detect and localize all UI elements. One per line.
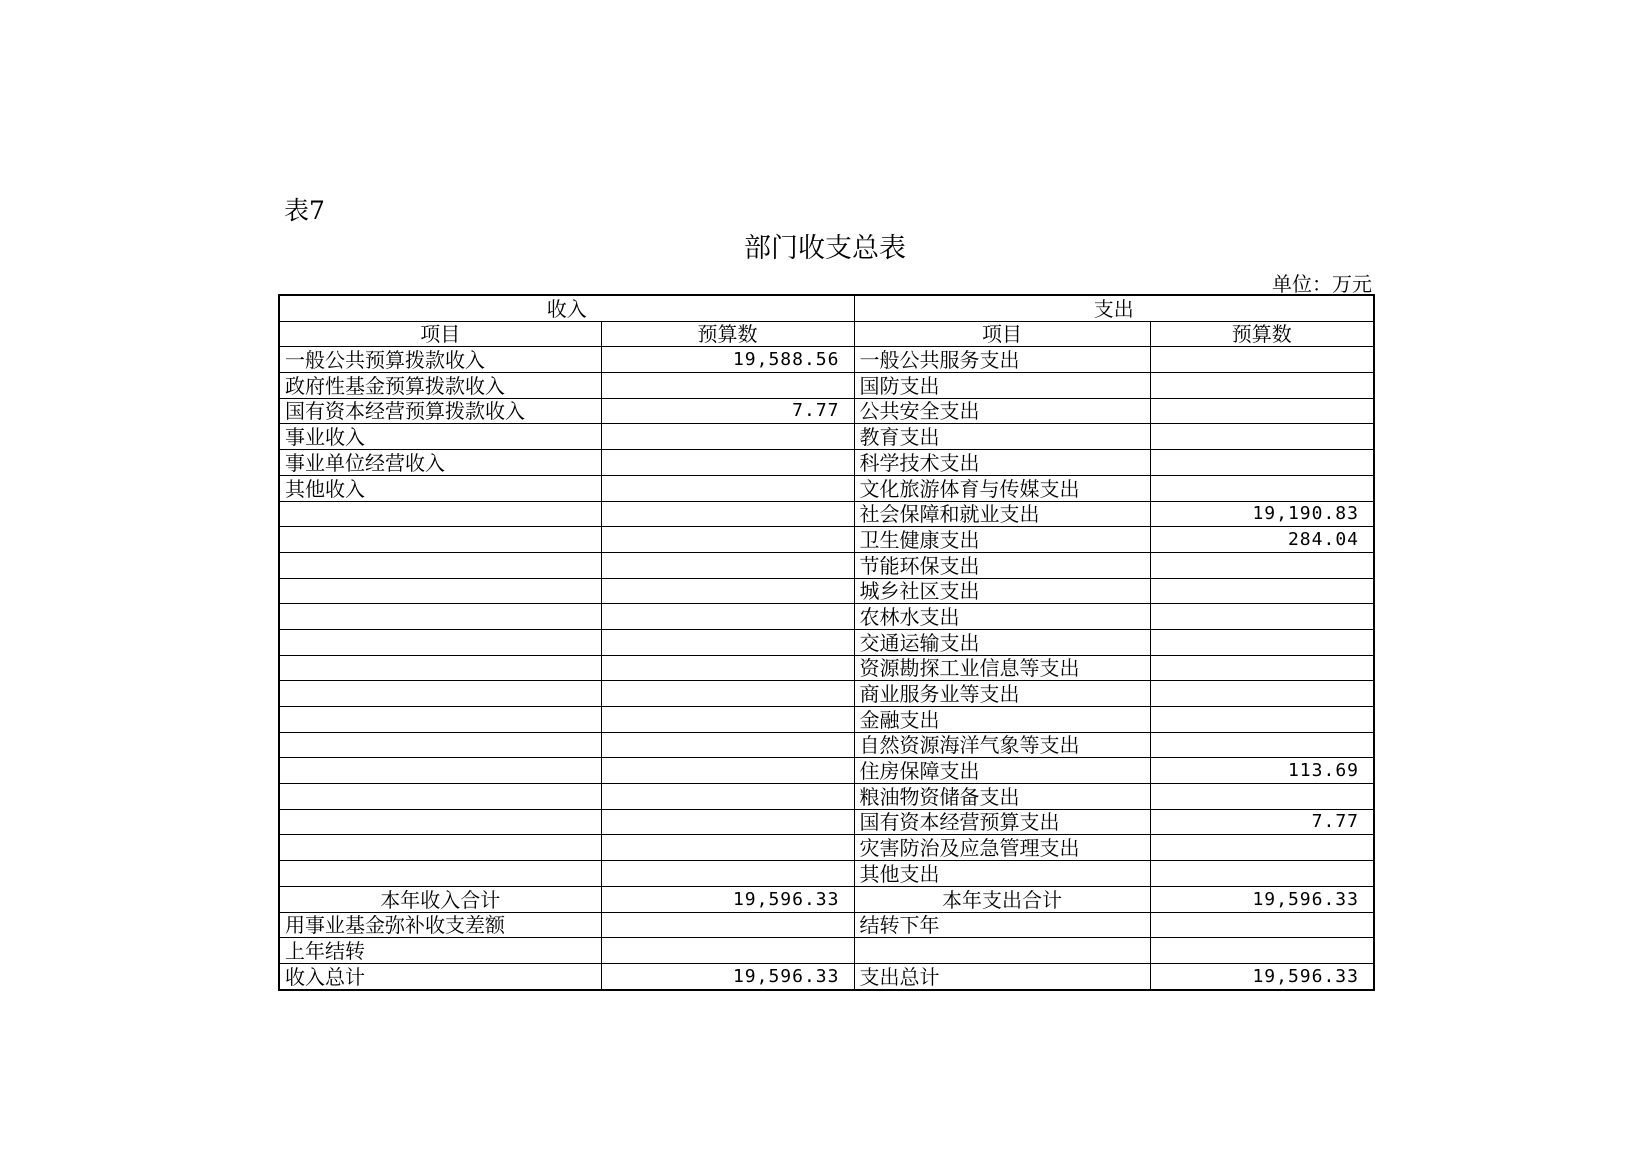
income-amount-cell <box>601 758 854 784</box>
expense-amount-cell <box>1150 938 1374 964</box>
expense-item-cell: 社会保障和就业支出 <box>854 501 1150 527</box>
income-item-cell <box>279 655 601 681</box>
income-item-cell <box>279 578 601 604</box>
expense-item-cell: 自然资源海洋气象等支出 <box>854 732 1150 758</box>
income-item-cell <box>279 784 601 810</box>
expense-item-cell: 资源勘探工业信息等支出 <box>854 655 1150 681</box>
expense-amount-cell <box>1150 373 1374 399</box>
expense-amount-cell: 284.04 <box>1150 527 1374 553</box>
expense-item-cell: 国有资本经营预算支出 <box>854 809 1150 835</box>
income-subtotal-label: 本年收入合计 <box>279 886 601 912</box>
expense-subtotal-label: 本年支出合计 <box>854 886 1150 912</box>
section-header-row <box>279 295 1374 321</box>
income-amount-cell <box>601 861 854 887</box>
income-total-label: 收入总计 <box>279 963 601 989</box>
income-amount-cell <box>601 629 854 655</box>
subtotal-row <box>279 886 1374 912</box>
expense-item-cell: 农林水支出 <box>854 604 1150 630</box>
expense-item-cell <box>854 938 1150 964</box>
expense-amount-cell <box>1150 707 1374 733</box>
income-amount-cell <box>601 707 854 733</box>
grand-total-row <box>279 963 1374 989</box>
expense-amount-cell <box>1150 629 1374 655</box>
table-row <box>279 552 1374 578</box>
income-amount-cell <box>601 681 854 707</box>
expense-item-column-header: 项目 <box>854 321 1150 347</box>
expense-amount-cell <box>1150 732 1374 758</box>
table-row <box>279 912 1374 938</box>
table-row <box>279 835 1374 861</box>
income-item-cell <box>279 835 601 861</box>
income-amount-cell <box>601 938 854 964</box>
income-amount-cell: 7.77 <box>601 398 854 424</box>
income-item-cell: 事业单位经营收入 <box>279 450 601 476</box>
income-item-cell: 政府性基金预算拨款收入 <box>279 373 601 399</box>
table-row <box>279 707 1374 733</box>
expense-amount-column-header: 预算数 <box>1150 321 1374 347</box>
income-amount-cell <box>601 912 854 938</box>
table-row <box>279 732 1374 758</box>
income-amount-cell <box>601 501 854 527</box>
expense-item-cell: 国防支出 <box>854 373 1150 399</box>
expense-item-cell: 商业服务业等支出 <box>854 681 1150 707</box>
expense-amount-cell <box>1150 424 1374 450</box>
income-section-header: 收入 <box>279 295 854 321</box>
table-row <box>279 681 1374 707</box>
income-amount-cell: 19,588.56 <box>601 347 854 373</box>
income-amount-cell <box>601 424 854 450</box>
expense-amount-cell <box>1150 835 1374 861</box>
income-amount-cell <box>601 527 854 553</box>
income-item-cell <box>279 604 601 630</box>
income-amount-cell <box>601 578 854 604</box>
table-row <box>279 758 1374 784</box>
expense-amount-cell: 19,190.83 <box>1150 501 1374 527</box>
budget-table <box>278 294 1375 991</box>
expense-item-cell: 教育支出 <box>854 424 1150 450</box>
expense-item-cell: 公共安全支出 <box>854 398 1150 424</box>
table-row <box>279 347 1374 373</box>
expense-item-cell: 住房保障支出 <box>854 758 1150 784</box>
table-row <box>279 629 1374 655</box>
income-amount-cell <box>601 809 854 835</box>
income-item-cell <box>279 552 601 578</box>
table-row <box>279 861 1374 887</box>
expense-item-cell: 结转下年 <box>854 912 1150 938</box>
income-item-cell <box>279 732 601 758</box>
expense-total-label: 支出总计 <box>854 963 1150 989</box>
income-amount-cell <box>601 732 854 758</box>
column-header-row <box>279 321 1374 347</box>
expense-amount-cell <box>1150 475 1374 501</box>
income-amount-cell <box>601 552 854 578</box>
table-row <box>279 578 1374 604</box>
income-item-cell: 事业收入 <box>279 424 601 450</box>
table-row <box>279 938 1374 964</box>
income-amount-column-header: 预算数 <box>601 321 854 347</box>
table-body <box>279 347 1374 990</box>
table-row <box>279 655 1374 681</box>
income-item-cell <box>279 501 601 527</box>
income-amount-cell <box>601 475 854 501</box>
income-amount-cell <box>601 604 854 630</box>
expense-amount-cell <box>1150 578 1374 604</box>
income-amount-cell <box>601 655 854 681</box>
income-item-cell <box>279 861 601 887</box>
income-item-cell: 国有资本经营预算拨款收入 <box>279 398 601 424</box>
income-item-cell <box>279 681 601 707</box>
income-item-cell: 一般公共预算拨款收入 <box>279 347 601 373</box>
table-row <box>279 450 1374 476</box>
income-amount-cell <box>601 835 854 861</box>
income-item-cell <box>279 707 601 733</box>
expense-item-cell: 城乡社区支出 <box>854 578 1150 604</box>
table-row <box>279 527 1374 553</box>
expense-item-cell: 金融支出 <box>854 707 1150 733</box>
expense-amount-cell: 7.77 <box>1150 809 1374 835</box>
table-row <box>279 398 1374 424</box>
table-row <box>279 501 1374 527</box>
income-item-cell: 用事业基金弥补收支差额 <box>279 912 601 938</box>
expense-amount-cell <box>1150 347 1374 373</box>
expense-item-cell: 交通运输支出 <box>854 629 1150 655</box>
income-subtotal-amount: 19,596.33 <box>601 886 854 912</box>
income-item-cell: 其他收入 <box>279 475 601 501</box>
income-item-cell <box>279 629 601 655</box>
expense-item-cell: 卫生健康支出 <box>854 527 1150 553</box>
expense-item-cell: 科学技术支出 <box>854 450 1150 476</box>
expense-amount-cell: 113.69 <box>1150 758 1374 784</box>
expense-subtotal-amount: 19,596.33 <box>1150 886 1374 912</box>
income-total-amount: 19,596.33 <box>601 963 854 989</box>
expense-section-header: 支出 <box>854 295 1374 321</box>
expense-total-amount: 19,596.33 <box>1150 963 1374 989</box>
table-number: 表7 <box>284 196 325 225</box>
expense-amount-cell <box>1150 552 1374 578</box>
expense-amount-cell <box>1150 784 1374 810</box>
expense-amount-cell <box>1150 861 1374 887</box>
table-row <box>279 604 1374 630</box>
expense-amount-cell <box>1150 912 1374 938</box>
income-amount-cell <box>601 784 854 810</box>
unit-label: 单位：万元 <box>1272 272 1372 296</box>
expense-amount-cell <box>1150 681 1374 707</box>
expense-item-cell: 其他支出 <box>854 861 1150 887</box>
income-amount-cell <box>601 450 854 476</box>
income-item-cell <box>279 758 601 784</box>
expense-amount-cell <box>1150 398 1374 424</box>
expense-item-cell: 一般公共服务支出 <box>854 347 1150 373</box>
page-title: 部门收支总表 <box>744 233 906 264</box>
income-item-cell <box>279 809 601 835</box>
table-row <box>279 784 1374 810</box>
expense-item-cell: 粮油物资储备支出 <box>854 784 1150 810</box>
expense-amount-cell <box>1150 604 1374 630</box>
expense-item-cell: 文化旅游体育与传媒支出 <box>854 475 1150 501</box>
income-item-cell <box>279 527 601 553</box>
table-row <box>279 424 1374 450</box>
income-amount-cell <box>601 373 854 399</box>
table-row <box>279 809 1374 835</box>
table-row <box>279 373 1374 399</box>
income-item-cell: 上年结转 <box>279 938 601 964</box>
expense-amount-cell <box>1150 450 1374 476</box>
expense-item-cell: 灾害防治及应急管理支出 <box>854 835 1150 861</box>
table-row <box>279 475 1374 501</box>
expense-item-cell: 节能环保支出 <box>854 552 1150 578</box>
income-item-column-header: 项目 <box>279 321 601 347</box>
expense-amount-cell <box>1150 655 1374 681</box>
